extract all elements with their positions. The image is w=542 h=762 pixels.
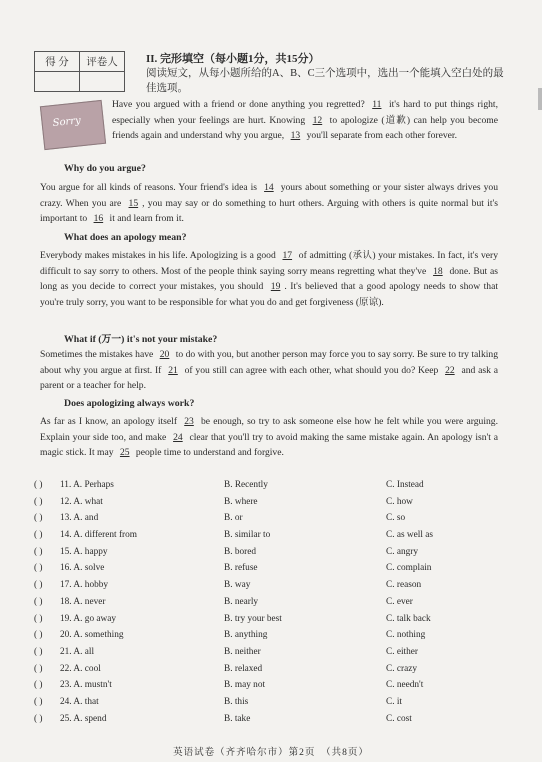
- answer-bracket[interactable]: ( ): [34, 546, 43, 557]
- heading-1: Why do you argue?: [64, 163, 146, 174]
- answer-bracket[interactable]: ( ): [34, 663, 43, 674]
- option-row: [34, 680, 514, 697]
- paragraph-5: As far as I know, an apology itself 23 be enough, so try to ask someone else how he felt while you were arguing. Explain your side too, and make 24 clear that you'll try to avoid making the same mistake again. An apology isn't a magic stick. It may 25 people time to understand and forgive.: [40, 416, 498, 458]
- blank-21: 21: [168, 364, 178, 376]
- blank-23: 23: [184, 416, 194, 427]
- option-a: 24. A. that: [60, 696, 99, 707]
- answer-bracket[interactable]: ( ): [34, 530, 43, 541]
- option-row: [34, 563, 514, 580]
- option-c: C. either: [386, 646, 419, 657]
- option-row: [34, 530, 514, 547]
- blank-18: 18: [433, 265, 443, 277]
- paragraph-4: Sometimes the mistakes have 20 to do with you, but another person may force you to say sorry. Be sure to try talking about why you argue at first. If 21 of you still can agree with each other, what should you do? Keep 22 and ask a parent or a teacher for help.: [40, 349, 499, 391]
- option-b: B. may not: [224, 680, 266, 691]
- option-b: B. take: [224, 713, 251, 724]
- option-row: [34, 580, 514, 597]
- option-a: 15. A. happy: [60, 546, 108, 557]
- blank-17: 17: [282, 250, 293, 261]
- option-c: C. cost: [386, 713, 412, 724]
- option-a: 25. A. spend: [60, 713, 107, 724]
- blank-16: 16: [93, 213, 104, 224]
- score-label: 得 分: [35, 52, 80, 72]
- option-row: [34, 647, 514, 664]
- answer-bracket[interactable]: ( ): [34, 696, 43, 707]
- option-b: B. Recently: [224, 480, 268, 490]
- option-c: C. nothing: [386, 630, 426, 641]
- option-row: [34, 664, 514, 681]
- sorry-image-text: Sorry: [52, 115, 82, 130]
- option-c: C. reason: [386, 580, 422, 591]
- option-c: C. talk back: [386, 613, 431, 624]
- blank-19: 19: [270, 281, 281, 292]
- option-c: C. angry: [386, 546, 419, 557]
- answer-bracket[interactable]: ( ): [34, 580, 43, 591]
- answer-bracket[interactable]: ( ): [34, 563, 43, 574]
- option-c: C. crazy: [386, 663, 417, 674]
- option-b: B. or: [224, 513, 243, 524]
- option-row: [34, 480, 514, 497]
- option-a: 11. A. Perhaps: [60, 480, 114, 490]
- option-b: B. try your best: [224, 613, 282, 624]
- option-row: [34, 614, 514, 631]
- option-c: C. Instead: [386, 480, 424, 490]
- option-b: B. neither: [224, 646, 261, 657]
- blank-12: 12: [312, 114, 323, 126]
- option-a: 13. A. and: [60, 513, 99, 524]
- option-a: 22. A. cool: [60, 663, 101, 674]
- page-edge: [538, 88, 542, 110]
- blank-24: 24: [173, 431, 183, 443]
- answer-bracket[interactable]: ( ): [34, 680, 43, 691]
- blank-14: 14: [264, 182, 274, 193]
- sorry-image: [40, 100, 106, 150]
- instructions: 阅读短文，从每小题所给的A、B、C三个选项中，选出一个能填入空白处的最佳选项。: [146, 68, 504, 94]
- heading-4: Does apologizing always work?: [64, 398, 195, 409]
- option-c: C. as well as: [386, 530, 433, 541]
- heading-3: What if (万一) it's not your mistake?: [64, 334, 218, 345]
- answer-bracket[interactable]: ( ): [34, 596, 43, 607]
- blank-15: 15: [128, 197, 139, 209]
- option-row: [34, 697, 514, 714]
- option-a: 20. A. something: [60, 630, 124, 641]
- page-footer: 英语试卷（齐齐哈尔市）第2页 （共8页）: [173, 748, 369, 758]
- grader-label: 评卷人: [80, 52, 125, 72]
- option-a: 12. A. what: [60, 496, 103, 507]
- answer-bracket[interactable]: ( ): [34, 630, 43, 641]
- option-a: 21. A. all: [60, 646, 95, 657]
- option-b: B. relaxed: [224, 663, 263, 674]
- option-b: B. way: [224, 580, 251, 591]
- option-a: 18. A. never: [60, 596, 106, 607]
- option-row: [34, 630, 514, 647]
- option-b: B. bored: [224, 546, 257, 557]
- blank-22: 22: [445, 364, 455, 376]
- option-a: 23. A. mustn't: [60, 680, 112, 691]
- option-a: 19. A. go away: [60, 613, 117, 624]
- option-a: 16. A. solve: [60, 563, 105, 574]
- option-row: [34, 497, 514, 514]
- grader-cell: [80, 72, 125, 92]
- blank-20: 20: [159, 349, 170, 360]
- option-row: [34, 714, 514, 731]
- option-row: [34, 597, 514, 614]
- option-b: B. refuse: [224, 563, 258, 574]
- option-b: B. nearly: [224, 596, 259, 607]
- answer-bracket[interactable]: ( ): [34, 613, 43, 624]
- answer-bracket[interactable]: ( ): [34, 513, 43, 524]
- blank-13: 13: [290, 130, 301, 141]
- paragraph-2: You argue for all kinds of reasons. Your friend's idea is 14 yours about something or your sister always drives you crazy. When you are 15 , you may say or do something to hurt others. Arguing with others is quite normal but it's important to 16 it and learn from it.: [40, 182, 498, 224]
- heading-2: What does an apology mean?: [64, 232, 187, 243]
- section-title: II. 完形填空（每小题1分，共15分）: [146, 53, 320, 65]
- option-c: C. how: [386, 496, 413, 507]
- answer-bracket[interactable]: ( ): [34, 480, 43, 490]
- answer-bracket[interactable]: ( ): [34, 713, 43, 724]
- paragraph-1: Have you argued with a friend or done anything you regretted? 11 it's hard to put things right, especially when your feelings are hurt. Knowing 12 to apologize (道歉) can help you become friends again and understand why you argue, 13 you'll separate from each other forever.: [112, 99, 498, 141]
- options-list: [34, 480, 514, 730]
- blank-25: 25: [119, 447, 130, 458]
- paragraph-3: Everybody makes mistakes in his life. Apologizing is a good 17 of admitting (承认) your mistakes. In fact, it's very difficult to say sorry to others. Most of the people think saying sorry means regretting what they've 18 done. But as long as you decide to correct your mistakes, you should 19 . It's believed that a good apology needs to show that you're truly sorry, you want to be responsible for what you do and get forgiveness (原谅).: [40, 250, 499, 308]
- option-a: 17. A. hobby: [60, 580, 109, 591]
- option-row: [34, 513, 514, 530]
- option-c: C. needn't: [386, 680, 424, 691]
- option-c: C. complain: [386, 563, 432, 574]
- option-c: C. ever: [386, 596, 413, 607]
- score-table: [34, 51, 125, 92]
- option-b: B. this: [224, 696, 249, 707]
- option-b: B. anything: [224, 630, 268, 641]
- blank-11: 11: [372, 99, 382, 110]
- option-b: B. where: [224, 496, 258, 507]
- option-row: [34, 547, 514, 564]
- option-b: B. similar to: [224, 530, 271, 541]
- option-c: C. it: [386, 696, 403, 707]
- option-c: C. so: [386, 513, 406, 524]
- score-cell: [35, 72, 80, 92]
- answer-bracket[interactable]: ( ): [34, 496, 43, 507]
- answer-bracket[interactable]: ( ): [34, 646, 43, 657]
- option-a: 14. A. different from: [60, 530, 138, 541]
